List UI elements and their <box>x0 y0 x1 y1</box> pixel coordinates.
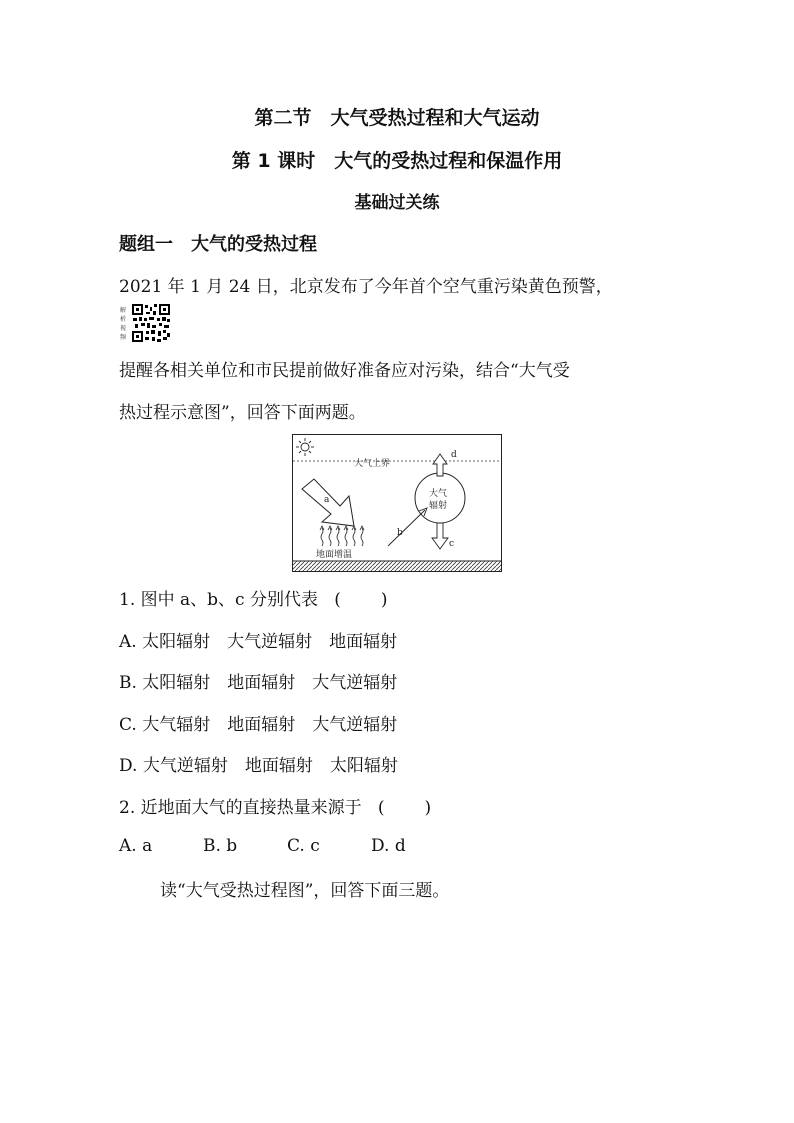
intro-line-3: 热过程示意图”，回答下面两题。 <box>119 403 366 423</box>
question-2-option-a[interactable]: A. a <box>119 836 153 856</box>
intro-line-1: 2021 年 1 月 24 日，北京发布了今年首个空气重污染黄色预警， <box>119 277 613 297</box>
question-1-option-a[interactable]: A. 太阳辐射 大气逆辐射 地面辐射 <box>119 632 398 652</box>
circle-label-1: 大气 <box>429 489 448 499</box>
question-2-paren-open: ( <box>377 798 385 818</box>
qr-side-text-2: 析 <box>120 316 127 323</box>
read-prompt: 读“大气受热过程图”，回答下面三题。 <box>160 881 450 901</box>
qr-side-text-4: 频 <box>120 334 127 341</box>
question-2-text: 2. 近地面大气的直接热量来源于 <box>119 798 362 818</box>
question-2-option-d[interactable]: D. d <box>371 836 406 856</box>
question-1-option-b[interactable]: B. 太阳辐射 地面辐射 大气逆辐射 <box>119 673 398 693</box>
question-1-option-d[interactable]: D. 大气逆辐射 地面辐射 太阳辐射 <box>119 756 398 776</box>
atmosphere-heating-diagram <box>292 434 502 572</box>
question-1-text: 1. 图中 a、b、c 分别代表 <box>119 590 318 610</box>
question-1-stem <box>119 585 387 610</box>
qr-code-icon <box>119 303 173 343</box>
question-group-title: 题组一 大气的受热过程 <box>119 234 317 255</box>
qr-code[interactable] <box>119 303 173 343</box>
qr-side-text-1: 解 <box>120 307 127 314</box>
arrow-d-label: d <box>451 450 457 460</box>
question-2-option-c[interactable]: C. c <box>287 836 320 856</box>
question-1-paren-close: ) <box>380 590 388 610</box>
qr-side-text-3: 视 <box>120 325 127 332</box>
section-title: 第二节 大气受热过程和大气运动 <box>254 107 540 129</box>
intro-line-2: 提醒各相关单位和市民提前做好准备应对污染，结合“大气受 <box>119 361 570 381</box>
ground-heating-label: 地面增温 <box>316 550 353 560</box>
question-2-options <box>119 836 455 856</box>
arrow-c-label: c <box>449 539 455 549</box>
circle-label-2: 辐射 <box>429 501 448 511</box>
lesson-title: 第 1 课时 大气的受热过程和保温作用 <box>231 150 563 172</box>
arrow-b-label: b <box>397 528 403 538</box>
top-of-atmosphere-label: 大气上界 <box>354 459 391 469</box>
question-2-stem <box>119 793 431 818</box>
exercise-title: 基础过关练 <box>354 193 440 213</box>
arrow-a-label: a <box>324 495 330 505</box>
question-1-paren-open: ( <box>334 590 341 610</box>
question-1-option-c[interactable]: C. 大气辐射 地面辐射 大气逆辐射 <box>119 715 398 735</box>
question-2-option-b[interactable]: B. b <box>203 836 238 856</box>
question-2-paren-close: ) <box>424 798 432 818</box>
